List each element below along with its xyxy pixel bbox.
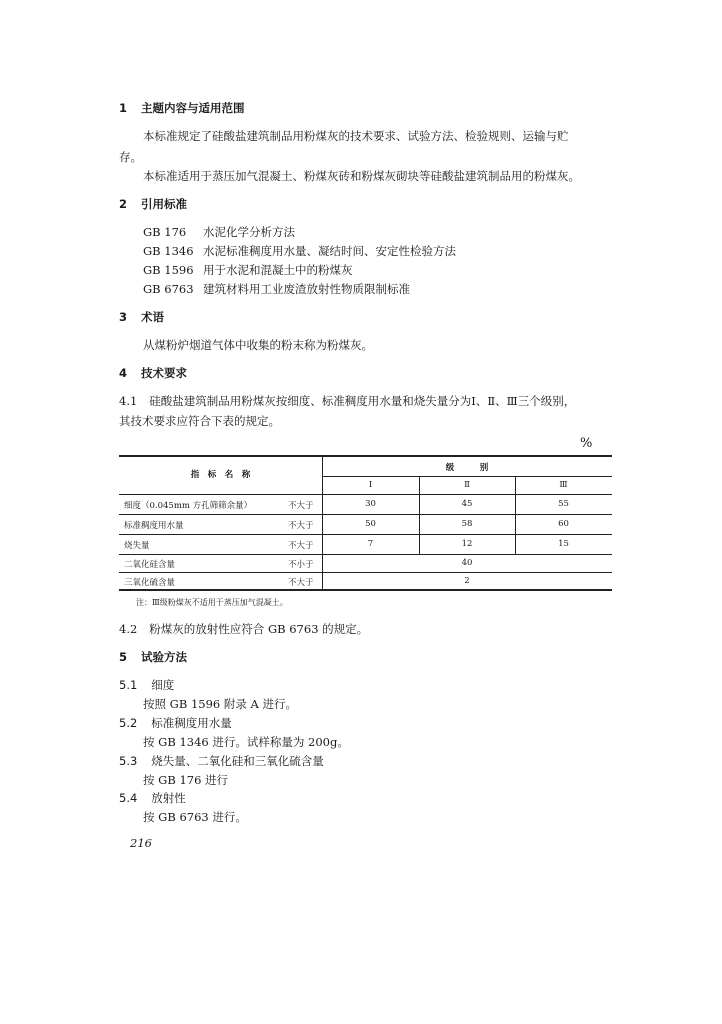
clause-4-1-line2: 其技术要求应符合下表的规定。: [119, 414, 280, 428]
section-1-number: 1: [119, 101, 128, 115]
section-5-heading: [119, 649, 187, 665]
row-name: 标准稠度用水量: [124, 521, 184, 531]
section-3-heading: [119, 309, 164, 325]
clause-5-4-body: 按 GB 6763 进行。: [143, 810, 247, 824]
table-row-rule: [119, 514, 612, 515]
section-1-para1-line2: 存。: [119, 150, 142, 164]
clause-5-1-body: 按照 GB 1596 附录 A 进行。: [143, 697, 297, 711]
clause-number: 5.1: [119, 678, 138, 692]
row-condition: 不大于: [288, 578, 314, 588]
section-3-title: 术语: [141, 310, 165, 324]
row-condition: 不大于: [288, 501, 314, 511]
section-2-heading: [119, 196, 187, 212]
clause-4-2-text: 粉煤灰的放射性应符合 GB 6763 的规定。: [149, 622, 369, 636]
section-3-para: 从煤粉炉烟道气体中收集的粉末称为粉煤灰。: [143, 338, 373, 352]
reference-item: [143, 281, 410, 297]
clause-title: 标准稠度用水量: [151, 716, 232, 730]
clause-5-2-heading: [119, 715, 232, 731]
clause-5-1-heading: [119, 677, 174, 693]
section-1-para2: 本标准适用于蒸压加气混凝土、粉煤灰砖和粉煤灰砌块等硅酸盐建筑制品用的粉煤灰。: [143, 169, 580, 183]
clause-5-3-heading: [119, 753, 324, 769]
row-value: 55: [558, 499, 569, 509]
reference-title: 用于水泥和混凝土中的粉煤灰: [203, 263, 353, 277]
row-value: 7: [367, 539, 374, 549]
table-header-bottom-rule: [119, 494, 612, 495]
reference-item: [143, 243, 456, 259]
section-5-title: 试验方法: [141, 650, 188, 664]
row-name: 细度（0.045mm 方孔筛筛余量）: [124, 501, 253, 511]
row-condition: 不大于: [288, 521, 314, 531]
table-row-rule: [119, 554, 612, 555]
grade-header-1: Ⅰ: [368, 480, 373, 490]
reference-code: GB 1346: [143, 244, 194, 258]
row-value: 12: [461, 539, 473, 549]
row-value: 15: [558, 539, 569, 549]
reference-code: GB 176: [143, 225, 187, 239]
clause-title: 烧失量、二氧化硅和三氧化硫含量: [151, 754, 324, 768]
row-value: 58: [461, 519, 473, 529]
table-row-rule: [119, 534, 612, 535]
clause-number: 5.2: [119, 716, 138, 730]
table-top-rule: [119, 455, 612, 457]
section-1-para1-line1: 本标准规定了硅酸盐建筑制品用粉煤灰的技术要求、试验方法、检验规则、运输与贮: [143, 129, 569, 143]
section-5-number: 5: [119, 650, 128, 664]
row-value: 45: [461, 499, 473, 509]
clause-5-4-heading: [119, 790, 186, 806]
section-1-heading: [119, 100, 245, 116]
row-value: 30: [365, 499, 376, 509]
clause-4-1-line1: [119, 393, 575, 409]
row-name: 二氧化硅含量: [124, 560, 176, 570]
row-value-merged: 2: [464, 576, 470, 586]
clause-4-2-number: 4.2: [119, 622, 138, 636]
table-header-index: 指 标 名 称: [190, 470, 251, 480]
table-header-divider: [322, 476, 612, 477]
reference-code: GB 6763: [143, 282, 194, 296]
table-bottom-rule: [119, 589, 612, 591]
section-4-title: 技术要求: [141, 366, 188, 380]
grade-header-3: Ⅲ: [559, 480, 568, 490]
reference-title: 水泥标准稠度用水量、凝结时间、安定性检验方法: [203, 244, 456, 258]
reference-title: 建筑材料用工业废渣放射性物质限制标准: [203, 282, 410, 296]
table-note: 注：Ⅲ级粉煤灰不适用于蒸压加气混凝土。: [136, 598, 288, 607]
reference-code: GB 1596: [143, 263, 194, 277]
row-value: 50: [365, 519, 376, 529]
row-value: 60: [558, 519, 569, 529]
reference-title: 水泥化学分析方法: [203, 225, 295, 239]
clause-4-1-number: 4.1: [119, 394, 138, 408]
row-condition: 不大于: [288, 541, 314, 551]
reference-item: [143, 262, 353, 278]
clause-5-3-body: 按 GB 176 进行: [143, 773, 229, 787]
table-header-grade: 级 别: [445, 463, 489, 473]
row-name: 三氧化硫含量: [124, 578, 176, 588]
section-1-title: 主题内容与适用范围: [141, 101, 245, 115]
clause-5-2-body: 按 GB 1346 进行。试样称量为 200g。: [143, 735, 349, 749]
row-name: 烧失量: [124, 541, 150, 551]
clause-number: 5.3: [119, 754, 138, 768]
section-2-number: 2: [119, 197, 128, 211]
clause-title: 放射性: [151, 791, 186, 805]
table-row-rule: [119, 572, 612, 573]
clause-title: 细度: [151, 678, 175, 692]
clause-number: 5.4: [119, 791, 138, 805]
grade-header-2: Ⅱ: [464, 480, 470, 490]
page-number: 216: [130, 836, 152, 850]
row-value-merged: 40: [461, 558, 473, 568]
section-3-number: 3: [119, 310, 128, 324]
clause-4-1-text: 硅酸盐建筑制品用粉煤灰按细度、标准稠度用水量和烧失量分为Ⅰ、Ⅱ、Ⅲ三个级别，: [149, 394, 576, 408]
section-2-title: 引用标准: [141, 197, 188, 211]
section-4-number: 4: [119, 366, 128, 380]
section-4-heading: [119, 365, 187, 381]
clause-4-2: [119, 621, 368, 637]
unit-label: %: [580, 436, 593, 451]
row-condition: 不小于: [288, 560, 314, 570]
reference-item: [143, 224, 295, 240]
